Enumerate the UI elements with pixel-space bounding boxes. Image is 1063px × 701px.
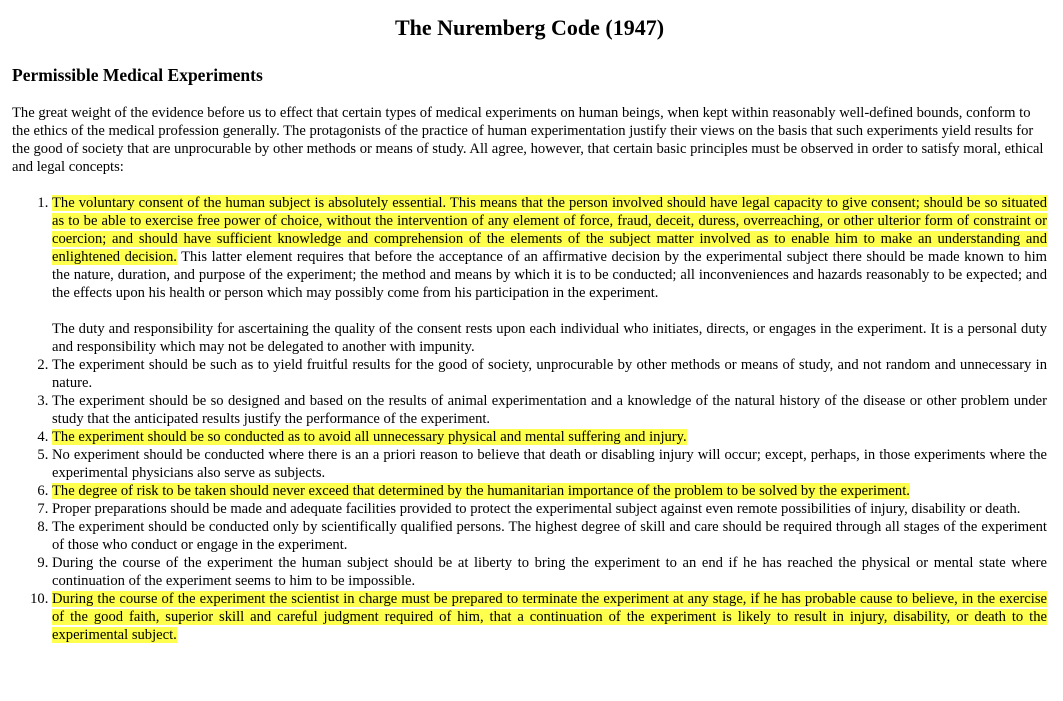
principle-item-9 bbox=[52, 554, 1047, 590]
principle-item-1 bbox=[52, 194, 1047, 356]
principle-text: No experiment should be conducted where there is an a priori reason to believe that death or disabling injury will occur; except, perhaps, in those experiments where the experimental physicians also serve as subjects. bbox=[52, 447, 1047, 481]
principle-item-4 bbox=[52, 428, 1047, 446]
principle-text: Proper preparations should be made and adequate facilities provided to protect the experimental subject against even remote possibilities of injury, disability or death. bbox=[52, 501, 1021, 517]
principle-text: This latter element requires that before the acceptance of an affirmative decision by the experimental subject there should be made known to him the nature, duration, and purpose of the experiment; the method and means by which it is to be conducted; all inconveniences and hazards reasonably to be expected; and the effects upon his health or person which may possibly come from his participation in the experiment. bbox=[52, 249, 1047, 301]
principle-item-2 bbox=[52, 356, 1047, 392]
document-page bbox=[0, 14, 1063, 644]
principle-item-10 bbox=[52, 590, 1047, 644]
principle-second-paragraph: The duty and responsibility for ascertaining the quality of the consent rests upon each individual who initiates, directs, or engages in the experiment. It is a personal duty and responsibility which may not be delegated to another with impunity. bbox=[52, 321, 1047, 355]
highlighted-text: The experiment should be so conducted as to avoid all unnecessary physical and mental suffering and injury. bbox=[52, 429, 687, 445]
principle-item-3 bbox=[52, 392, 1047, 428]
principle-item-5 bbox=[52, 446, 1047, 482]
principle-item-8 bbox=[52, 518, 1047, 554]
highlighted-text: The degree of risk to be taken should never exceed that determined by the humanitarian importance of the problem to be solved by the experiment. bbox=[52, 483, 910, 499]
intro-paragraph: The great weight of the evidence before us to effect that certain types of medical experiments on human beings, when kept within reasonably well-defined bounds, conform to the ethics of the medical profession generally. The protagonists of the practice of human experimentation justify their views on the basis that such experiments yield results for the good of society that are unprocurable by other methods or means of study. All agree, however, that certain basic principles must be observed in order to satisfy moral, ethical and legal concepts: bbox=[12, 105, 1044, 175]
highlighted-text: The voluntary consent of the human subject is absolutely essential. This means that the person involved should have legal capacity to give consent; should be so situated as to be able to exercise free power of choice, without the intervention of any element of force, fraud, deceit, duress, overreaching, or other ulterior form of constraint or coercion; and should have sufficient knowledge and comprehension of the elements of the subject matter involved as to enable him to make an understanding and enlightened decision. bbox=[52, 195, 1047, 265]
principle-item-6 bbox=[52, 482, 1047, 500]
section-heading: Permissible Medical Experiments bbox=[12, 65, 263, 85]
principle-text: The experiment should be so designed and based on the results of animal experimentation and a knowledge of the natural history of the disease or other problem under study that the anticipated results justify the performance of the experiment. bbox=[52, 393, 1047, 427]
principle-text: During the course of the experiment the human subject should be at liberty to bring the experiment to an end if he has reached the physical or mental state where continuation of the experiment seems to him to be impossible. bbox=[52, 555, 1047, 589]
principle-item-7 bbox=[52, 500, 1047, 518]
principle-text: The experiment should be such as to yield fruitful results for the good of society, unprocurable by other methods or means of study, and not random and unnecessary in nature. bbox=[52, 357, 1047, 391]
highlighted-text: During the course of the experiment the scientist in charge must be prepared to terminate the experiment at any stage, if he has probable cause to believe, in the exercise of the good faith, superior skill and careful judgment required of him, that a continuation of the experiment is likely to result in injury, disability, or death to the experimental subject. bbox=[52, 591, 1047, 643]
page-title: The Nuremberg Code (1947) bbox=[394, 15, 665, 40]
principles-list bbox=[12, 194, 1047, 644]
principle-text: The experiment should be conducted only by scientifically qualified persons. The highest degree of skill and care should be required through all stages of the experiment of those who conduct or engage in the experiment. bbox=[52, 519, 1047, 553]
